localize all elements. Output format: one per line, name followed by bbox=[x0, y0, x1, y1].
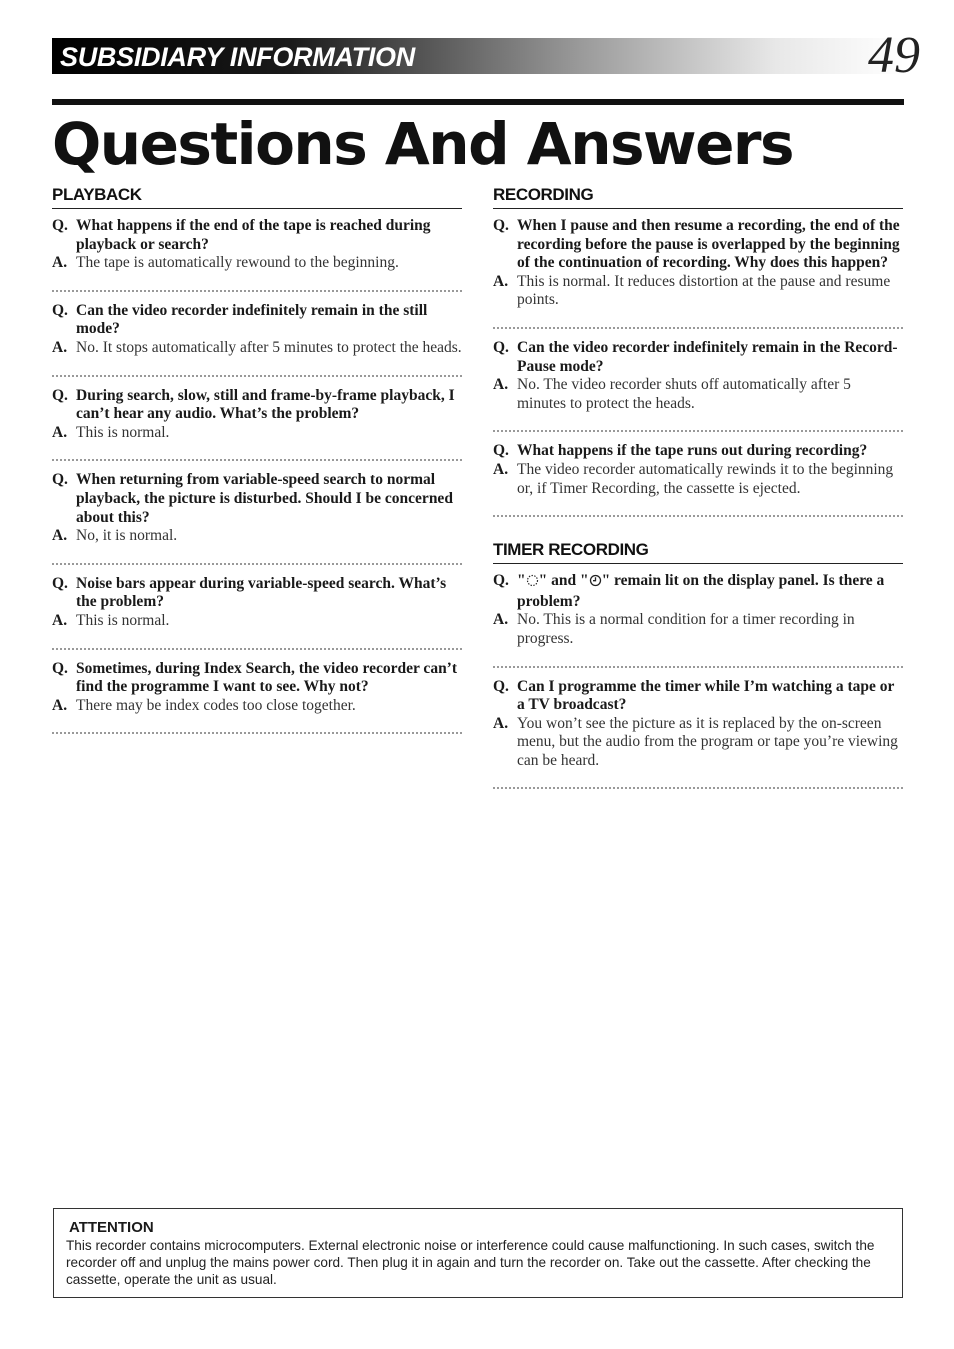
title-rule bbox=[52, 99, 904, 105]
answer: A. This is normal. bbox=[52, 423, 170, 441]
qa-item bbox=[493, 339, 903, 432]
qa-item bbox=[52, 575, 462, 650]
question: Q. Noise bars appear during variable-speed search. What’s the problem? bbox=[52, 574, 447, 611]
page-title: Questions And Answers bbox=[52, 110, 794, 178]
answer: A. No. The video recorder shuts off automatically after 5 minutes to protect the heads. bbox=[493, 376, 851, 412]
playback-column bbox=[52, 184, 462, 744]
qa-item bbox=[493, 678, 903, 790]
dotted-divider bbox=[52, 278, 462, 292]
section-label: SUBSIDIARY INFORMATION bbox=[60, 42, 415, 72]
dotted-divider bbox=[52, 447, 462, 461]
dotted-divider bbox=[52, 363, 462, 377]
question: Q. What happens if the end of the tape is reached during playback or search? bbox=[52, 217, 431, 253]
question: Q. Can I programme the timer while I’m watching a tape or a TV broadcast? bbox=[493, 677, 895, 714]
qa-item bbox=[493, 217, 903, 329]
answer: A. There may be index codes too close together. bbox=[52, 696, 356, 714]
qa-item bbox=[493, 442, 903, 517]
timer-recording-heading: TIMER RECORDING bbox=[493, 539, 903, 564]
dotted-divider bbox=[493, 503, 903, 517]
question: Q. Can the video recorder indefinitely remain in the still mode? bbox=[52, 301, 428, 338]
question: Q. What happens if the tape runs out during recording? bbox=[493, 442, 868, 460]
dotted-divider bbox=[493, 654, 903, 668]
page-number: 49 bbox=[868, 27, 920, 84]
qa-item bbox=[493, 572, 903, 667]
answer: A. This is normal. It reduces distortion at the pause and resume points. bbox=[493, 272, 891, 309]
dotted-divider bbox=[493, 418, 903, 432]
question: Q. Sometimes, during Index Search, the video recorder can’t find the programme I want to see. Why not? bbox=[52, 659, 458, 696]
qa-item bbox=[52, 660, 462, 735]
answer: A. This is normal. bbox=[52, 611, 170, 629]
qa-item bbox=[52, 471, 462, 564]
answer: A. No. This is a normal condition for a timer recording in progress. bbox=[493, 611, 855, 647]
recording-heading: RECORDING bbox=[493, 184, 903, 209]
dotted-divider bbox=[493, 315, 903, 329]
qa-item bbox=[52, 217, 462, 292]
attention-body: This recorder contains microcomputers. External electronic noise or interference could cause malfunctioning. In such cases, switch the recorder off and unplug the mains power cord. Then plug it in again and turn the recorder on. Take out the cassette. After checking the cassette, operate the unit as usual. bbox=[66, 1238, 875, 1287]
recording-column bbox=[493, 184, 903, 799]
attention-box bbox=[53, 1208, 903, 1298]
answer: A. The video recorder automatically rewinds it to the beginning or, if Timer Recording, the cassette is ejected. bbox=[493, 460, 894, 497]
question: Q. " " and " " remain lit on the display panel. Is there a problem? bbox=[493, 572, 885, 610]
dotted-circle-icon bbox=[526, 574, 539, 593]
question: Q. During search, slow, still and frame-by-frame playback, I can’t hear any audio. What’s the problem? bbox=[52, 386, 455, 423]
playback-heading: PLAYBACK bbox=[52, 184, 462, 209]
question: Q. When I pause and then resume a recording, the end of the recording before the pause is overlapped by the beginning of the continuation of recording. Why does this happen? bbox=[493, 217, 900, 272]
qa-item bbox=[52, 387, 462, 462]
question: Q. Can the video recorder indefinitely remain in the Record-Pause mode? bbox=[493, 338, 898, 375]
answer: A. The tape is automatically rewound to the beginning. bbox=[52, 254, 399, 272]
question: Q. When returning from variable-speed search to normal playback, the picture is disturbed. Should I be concerned about this? bbox=[52, 471, 453, 526]
dotted-divider bbox=[52, 720, 462, 734]
answer: A. You won’t see the picture as it is replaced by the on-screen menu, but the audio from the program or tape you’re viewing can be heard. bbox=[493, 714, 898, 769]
dotted-divider bbox=[52, 551, 462, 565]
answer: A. No, it is normal. bbox=[52, 527, 178, 545]
dotted-divider bbox=[52, 636, 462, 650]
dotted-divider bbox=[493, 775, 903, 789]
timer-clock-icon bbox=[589, 574, 602, 593]
attention-title: ATTENTION bbox=[69, 1219, 154, 1236]
qa-item bbox=[52, 302, 462, 377]
answer: A. No. It stops automatically after 5 minutes to protect the heads. bbox=[52, 338, 462, 356]
